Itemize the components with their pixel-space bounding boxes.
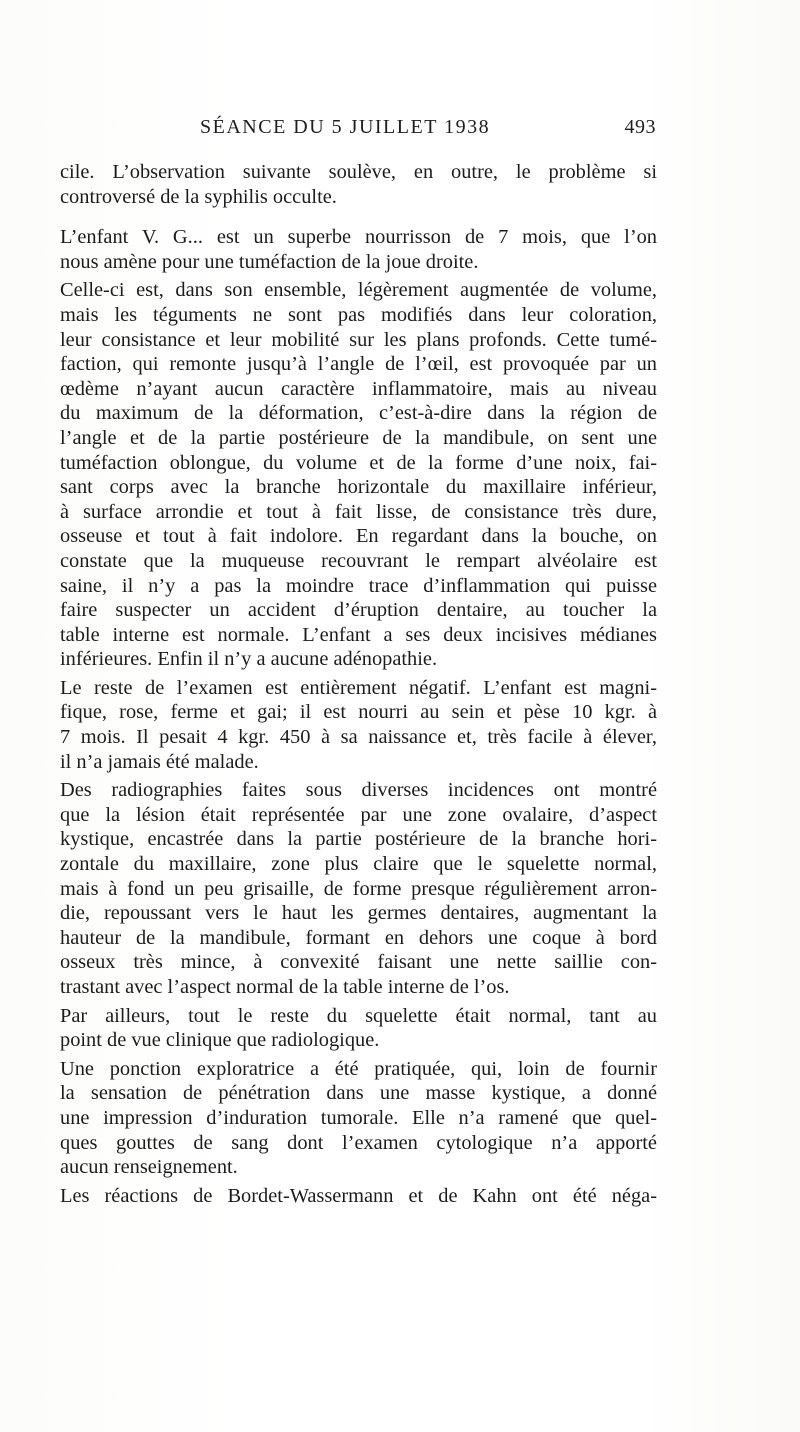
- paragraph: [60, 225, 657, 274]
- text-line: nous amène pour une tuméfaction de la joue droite.: [60, 250, 479, 273]
- paragraph: [60, 778, 657, 999]
- text-line: à surface arrondie et tout à fait lisse, de consistance très dure,: [60, 500, 657, 523]
- text-line: Celle-ci est, dans son ensemble, légèrement augmentée de volume,: [60, 279, 657, 302]
- text-line: osseuse et tout à fait indolore. En regardant dans la bouche, on: [60, 525, 657, 548]
- text-line: osseux très mince, à convexité faisant une nette saillie con-: [60, 951, 657, 974]
- text-line: une impression d’induration tumorale. Elle n’a ramené que quel-: [60, 1106, 657, 1129]
- paragraph: [60, 278, 657, 672]
- text-line: fique, rose, ferme et gai; il est nourri au sein et pèse 10 kgr. à: [60, 701, 657, 724]
- text-line: cile. L’observation suivante soulève, en outre, le problème si: [60, 161, 657, 183]
- text-line: il n’a jamais été malade.: [60, 750, 259, 773]
- paragraph: [60, 676, 657, 774]
- text-line: table interne est normale. L’enfant a ses deux incisives médianes: [60, 623, 657, 646]
- text-line: Le reste de l’examen est entièrement négatif. L’enfant est magni-: [60, 676, 657, 699]
- text-line: la sensation de pénétration dans une masse kystique, a donné: [60, 1082, 657, 1105]
- paragraph: [60, 160, 657, 209]
- text-line: tuméfaction oblongue, du volume et de la forme d’une noix, fai-: [60, 451, 657, 474]
- text-line: faire suspecter un accident d’éruption dentaire, au toucher la: [60, 599, 657, 622]
- running-title: SÉANCE DU 5 JUILLET 1938: [200, 116, 491, 138]
- text-line: controversé de la syphilis occulte.: [60, 185, 337, 208]
- text-line: Par ailleurs, tout le reste du squelette était normal, tant au: [60, 1004, 657, 1027]
- text-line: que la lésion était représentée par une zone ovalaire, d’aspect: [60, 803, 657, 826]
- text-line: L’enfant V. G... est un superbe nourrisson de 7 mois, que l’on: [60, 226, 657, 249]
- paragraph: [60, 1057, 657, 1180]
- text-line: ques gouttes de sang dont l’examen cytologique n’a apporté: [60, 1131, 657, 1154]
- paragraph: [60, 1004, 657, 1053]
- text-line: Les réactions de Bordet-Wassermann et de Kahn ont été néga-: [60, 1184, 657, 1207]
- text-line: constate que la muqueuse recouvrant le rempart alvéolaire est: [60, 549, 657, 572]
- text-line: mais à fond un peu grisaille, de forme presque régulièrement arron-: [60, 877, 657, 900]
- text-line: aucun renseignement.: [60, 1156, 238, 1179]
- text-line: œdème n’ayant aucun caractère inflammatoire, mais au niveau: [60, 377, 657, 400]
- text-line: du maximum de la déformation, c’est-à-dire dans la région de: [60, 402, 657, 425]
- text-line: faction, qui remonte jusqu’à l’angle de l’œil, est provoquée par un: [60, 353, 657, 376]
- text-line: hauteur de la mandibule, formant en dehors une coque à bord: [60, 926, 657, 949]
- text-line: Une ponction exploratrice a été pratiquée, qui, loin de fournir: [60, 1057, 657, 1080]
- text-line: die, repoussant vers le haut les germes dentaires, augmentant la: [60, 902, 657, 925]
- text-line: l’angle et de la partie postérieure de la mandibule, on sent une: [60, 426, 657, 449]
- running-header: [60, 116, 656, 146]
- text-line: 7 mois. Il pesait 4 kgr. 450 à sa naissance et, très facile à élever,: [60, 726, 657, 749]
- text-line: mais les téguments ne sont pas modifiés dans leur coloration,: [60, 303, 657, 326]
- paragraph: [60, 1184, 657, 1209]
- body-text: [60, 160, 657, 1212]
- text-line: leur consistance et leur mobilité sur les plans profonds. Cette tumé-: [60, 328, 657, 351]
- text-line: trastant avec l’aspect normal de la table interne de l’os.: [60, 976, 510, 998]
- page-number: 493: [624, 116, 656, 138]
- text-line: zontale du maxillaire, zone plus claire que le squelette normal,: [60, 853, 657, 876]
- text-line: Des radiographies faites sous diverses incidences ont montré: [60, 779, 657, 802]
- text-line: kystique, encastrée dans la partie postérieure de la branche hori-: [60, 828, 657, 851]
- text-line: inférieures. Enfin il n’y a aucune adénopathie.: [60, 648, 438, 671]
- text-line: point de vue clinique que radiologique.: [60, 1029, 380, 1052]
- text-line: saine, il n’y a pas la moindre trace d’inflammation qui puisse: [60, 574, 657, 597]
- text-line: sant corps avec la branche horizontale du maxillaire inférieur,: [60, 476, 657, 499]
